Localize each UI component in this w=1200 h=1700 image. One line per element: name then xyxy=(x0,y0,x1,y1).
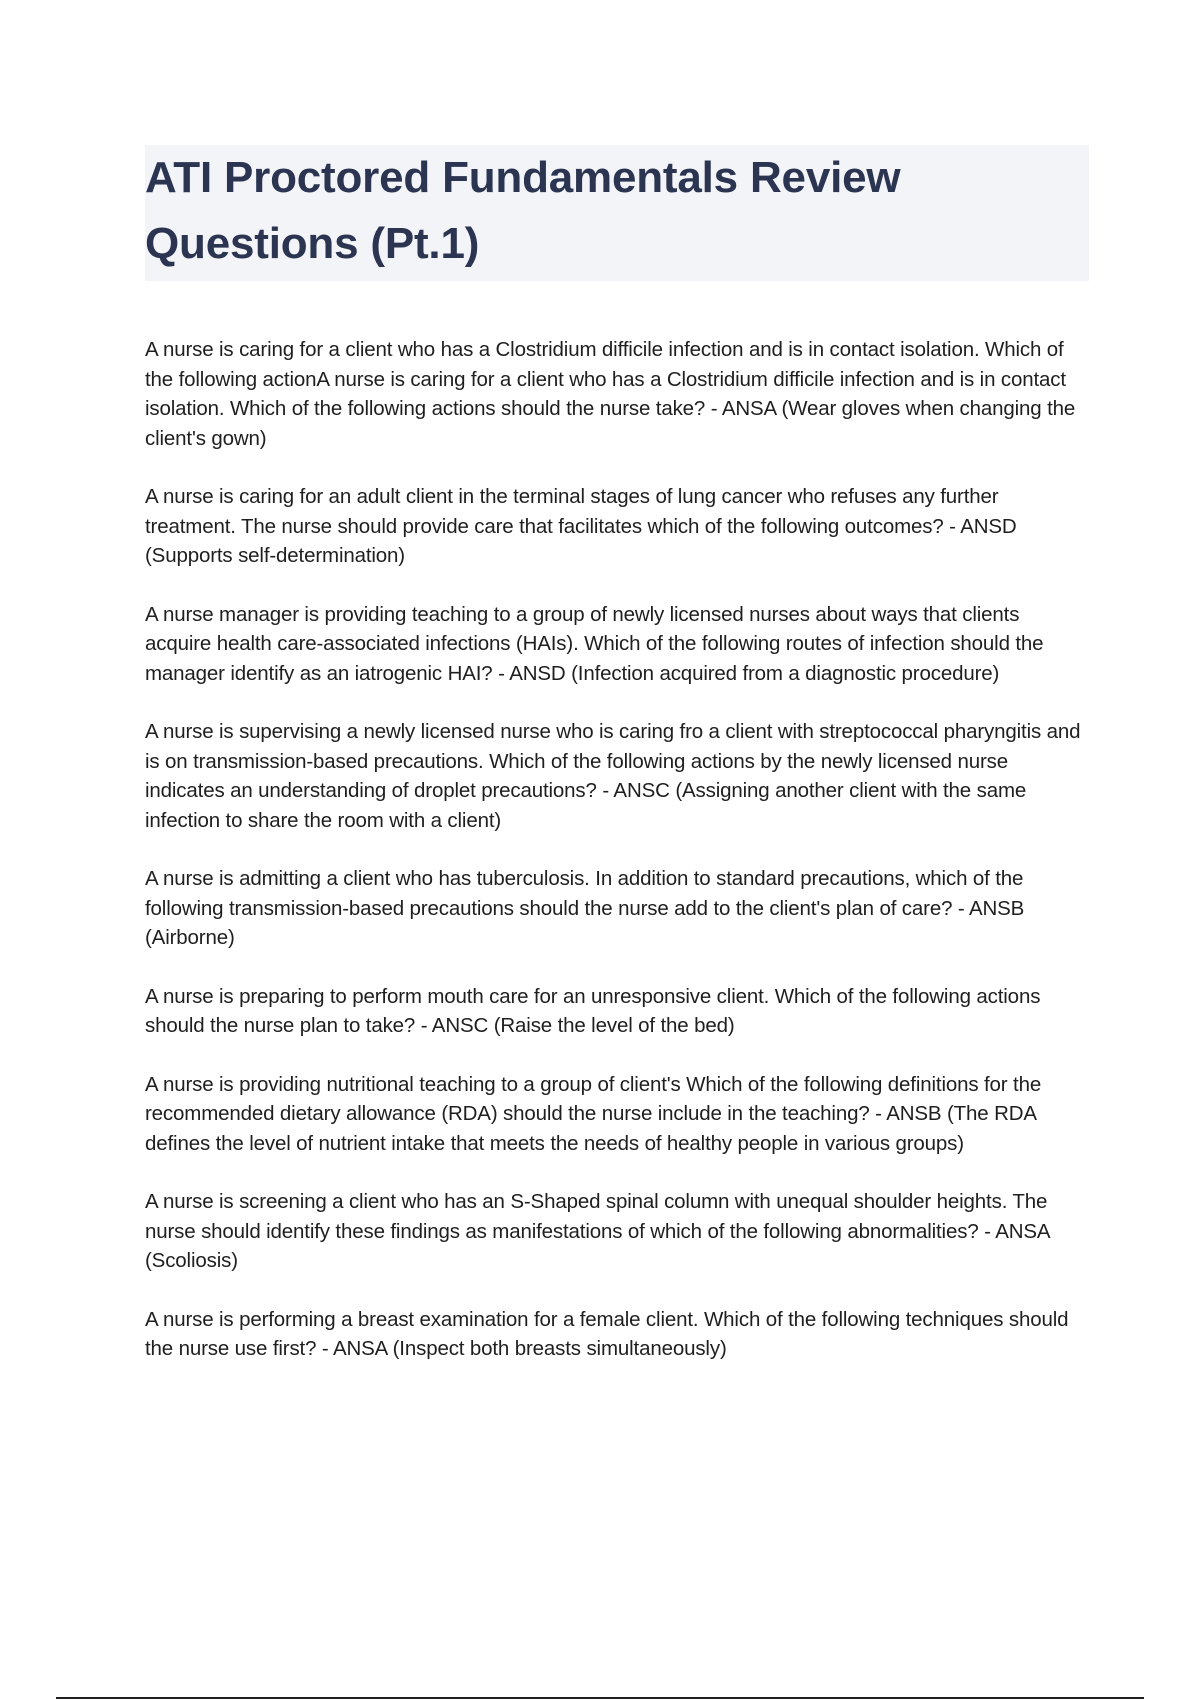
page-title: ATI Proctored Fundamentals Review Questions (Pt.1) xyxy=(145,153,901,268)
question-item: A nurse manager is providing teaching to a group of newly licensed nurses about ways that clients acquire health care-associated infections (HAIs). Which of the following routes of infection should the manager identify as an iatrogenic HAI? - ANSD (Infection acquired from a diagnostic procedure) xyxy=(145,602,1044,685)
question-item: A nurse is supervising a newly licensed nurse who is caring fro a client with streptococcal pharyngitis and is on transmission-based precautions. Which of the following actions by the newly licensed nurse indicates an understanding of droplet precautions? - ANSC (Assigning another client with the same infection to share the room with a client) xyxy=(145,720,1081,832)
question-item: A nurse is caring for a client who has a Clostridium difficile infection and is in contact isolation. Which of the following actionA nurse is caring for a client who has a Clostridium difficile infection and is in contact isolation. Which of the following actions should the nurse take? - ANSA (Wear gloves when changing the client's gown) xyxy=(145,338,1076,450)
title-banner xyxy=(145,145,1089,281)
footer-divider xyxy=(56,1697,1144,1699)
question-item: A nurse is caring for an adult client in the terminal stages of lung cancer who refuses any further treatment. The nurse should provide care that facilitates which of the following outcomes? - ANSD (Supports self-determination) xyxy=(145,485,1017,567)
question-list xyxy=(145,335,1089,1393)
question-item: A nurse is screening a client who has an S-Shaped spinal column with unequal shoulder heights. The nurse should identify these findings as manifestations of which of the following abnormalities? - ANSA (Scoliosis) xyxy=(145,1190,1050,1272)
question-item: A nurse is preparing to perform mouth care for an unresponsive client. Which of the following actions should the nurse plan to take? - ANSC (Raise the level of the bed) xyxy=(145,984,1041,1037)
question-item: A nurse is performing a breast examination for a female client. Which of the following techniques should the nurse use first? - ANSA (Inspect both breasts simultaneously) xyxy=(145,1307,1069,1360)
question-item: A nurse is admitting a client who has tuberculosis. In addition to standard precautions, which of the following transmission-based precautions should the nurse add to the client's plan of care? - ANSB (Airborne) xyxy=(145,867,1025,949)
question-item: A nurse is providing nutritional teaching to a group of client's Which of the following definitions for the recommended dietary allowance (RDA) should the nurse include in the teaching? - ANSB (The RDA defines the level of nutrient intake that meets the needs of healthy people in various groups) xyxy=(145,1072,1042,1155)
